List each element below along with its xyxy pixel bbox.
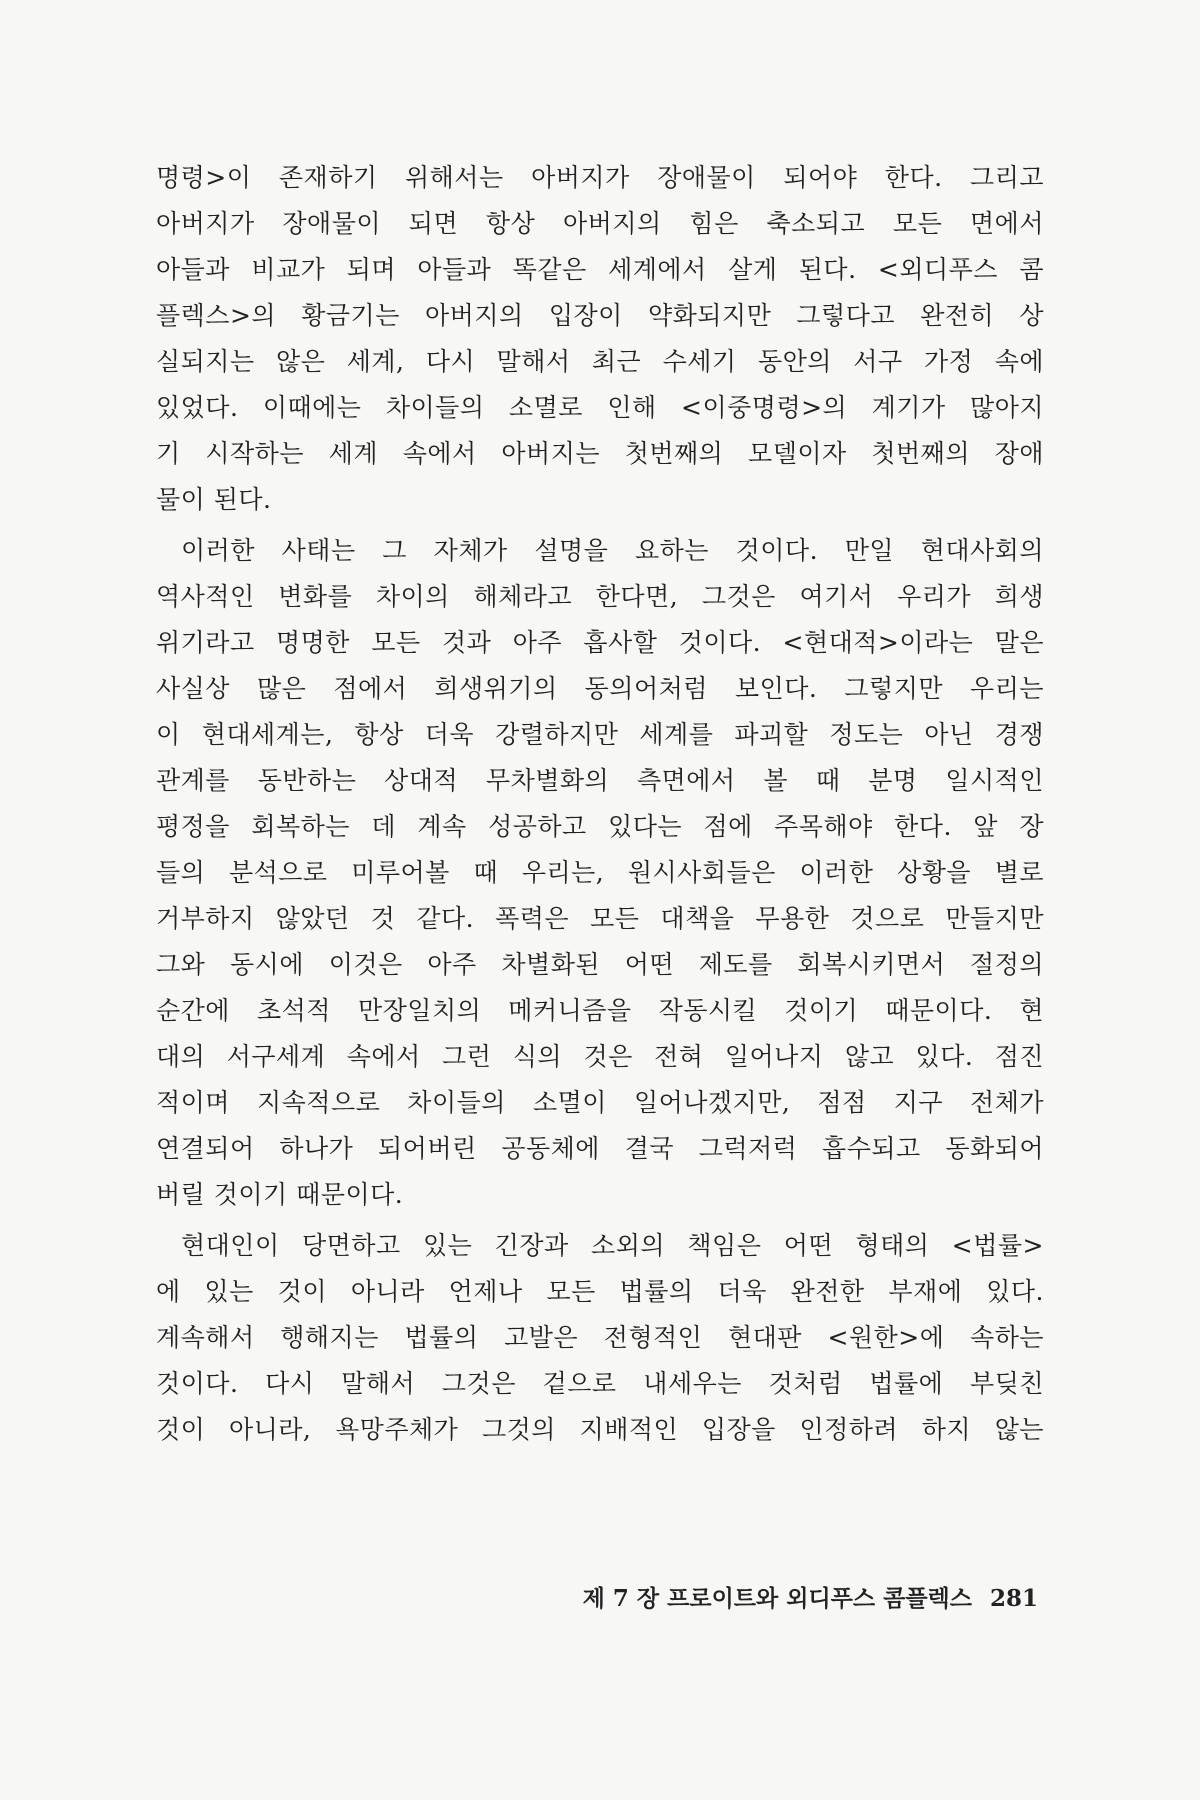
- text-line: 명령>이 존재하기 위해서는 아버지가 장애물이 되어야 한다. 그리고: [156, 163, 1044, 192]
- text-line: 버릴 것이기 때문이다.: [156, 1180, 404, 1209]
- text-line: 역사적인 변화를 차이의 해체라고 한다면, 그것은 여기서 우리가 희생: [156, 582, 1044, 611]
- text-line: 대의 서구세계 속에서 그런 식의 것은 전혀 일어나지 않고 있다. 점진: [156, 1042, 1044, 1071]
- text-line: 거부하지 않았던 것 같다. 폭력은 모든 대책을 무용한 것으로 만들지만: [156, 904, 1044, 933]
- paragraph: [156, 528, 1044, 1218]
- paragraph: [156, 1223, 1044, 1453]
- text-line: 이 현대세계는, 항상 더욱 강렬하지만 세계를 파괴할 정도는 아닌 경쟁: [156, 720, 1044, 749]
- text-line: 에 있는 것이 아니라 언제나 모든 법률의 더욱 완전한 부재에 있다.: [156, 1277, 1044, 1306]
- text-line: 들의 분석으로 미루어볼 때 우리는, 원시사회들은 이러한 상황을 별로: [156, 858, 1044, 887]
- text-line: 이러한 사태는 그 자체가 설명을 요하는 것이다. 만일 현대사회의: [181, 536, 1044, 565]
- text-line: 아들과 비교가 되며 아들과 똑같은 세계에서 살게 된다. <외디푸스 콤: [156, 255, 1044, 284]
- running-footer: [583, 1580, 1038, 1613]
- text-line: 것이다. 다시 말해서 그것은 겉으로 내세우는 것처럼 법률에 부딪친: [156, 1369, 1044, 1398]
- text-line: 아버지가 장애물이 되면 항상 아버지의 힘은 축소되고 모든 면에서: [156, 209, 1044, 238]
- chapter-title: 제 7 장 프로이트와 외디푸스 콤플렉스: [582, 1585, 972, 1612]
- text-line: 사실상 많은 점에서 희생위기의 동의어처럼 보인다. 그렇지만 우리는: [156, 674, 1044, 703]
- text-line: 순간에 초석적 만장일치의 메커니즘을 작동시킬 것이기 때문이다. 현: [156, 996, 1044, 1025]
- text-line: 그와 동시에 이것은 아주 차별화된 어떤 제도를 회복시키면서 절정의: [156, 950, 1044, 979]
- text-line: 평정을 회복하는 데 계속 성공하고 있다는 점에 주목해야 한다. 앞 장: [156, 812, 1044, 841]
- paragraph: [156, 155, 1044, 523]
- text-line: 실되지는 않은 세계, 다시 말해서 최근 수세기 동안의 서구 가정 속에: [156, 347, 1044, 376]
- page-number: 281: [989, 1585, 1038, 1612]
- text-line: 있었다. 이때에는 차이들의 소멸로 인해 <이중명령>의 계기가 많아지: [156, 393, 1044, 422]
- text-line: 계속해서 행해지는 법률의 고발은 전형적인 현대판 <원한>에 속하는: [156, 1323, 1044, 1352]
- text-line: 플렉스>의 황금기는 아버지의 입장이 약화되지만 그렇다고 완전히 상: [156, 301, 1044, 330]
- text-line: 물이 된다.: [156, 485, 272, 514]
- text-line: 것이 아니라, 욕망주체가 그것의 지배적인 입장을 인정하려 하지 않는: [156, 1415, 1044, 1444]
- text-line: 현대인이 당면하고 있는 긴장과 소외의 책임은 어떤 형태의 <법률>: [181, 1231, 1044, 1260]
- text-line: 기 시작하는 세계 속에서 아버지는 첫번째의 모델이자 첫번째의 장애: [156, 439, 1044, 468]
- body-text: [156, 155, 1044, 1458]
- text-line: 연결되어 하나가 되어버린 공동체에 결국 그럭저럭 흡수되고 동화되어: [156, 1134, 1044, 1163]
- text-line: 적이며 지속적으로 차이들의 소멸이 일어나겠지만, 점점 지구 전체가: [156, 1088, 1044, 1117]
- text-line: 관계를 동반하는 상대적 무차별화의 측면에서 볼 때 분명 일시적인: [156, 766, 1044, 795]
- text-line: 위기라고 명명한 모든 것과 아주 흡사할 것이다. <현대적>이라는 말은: [156, 628, 1044, 657]
